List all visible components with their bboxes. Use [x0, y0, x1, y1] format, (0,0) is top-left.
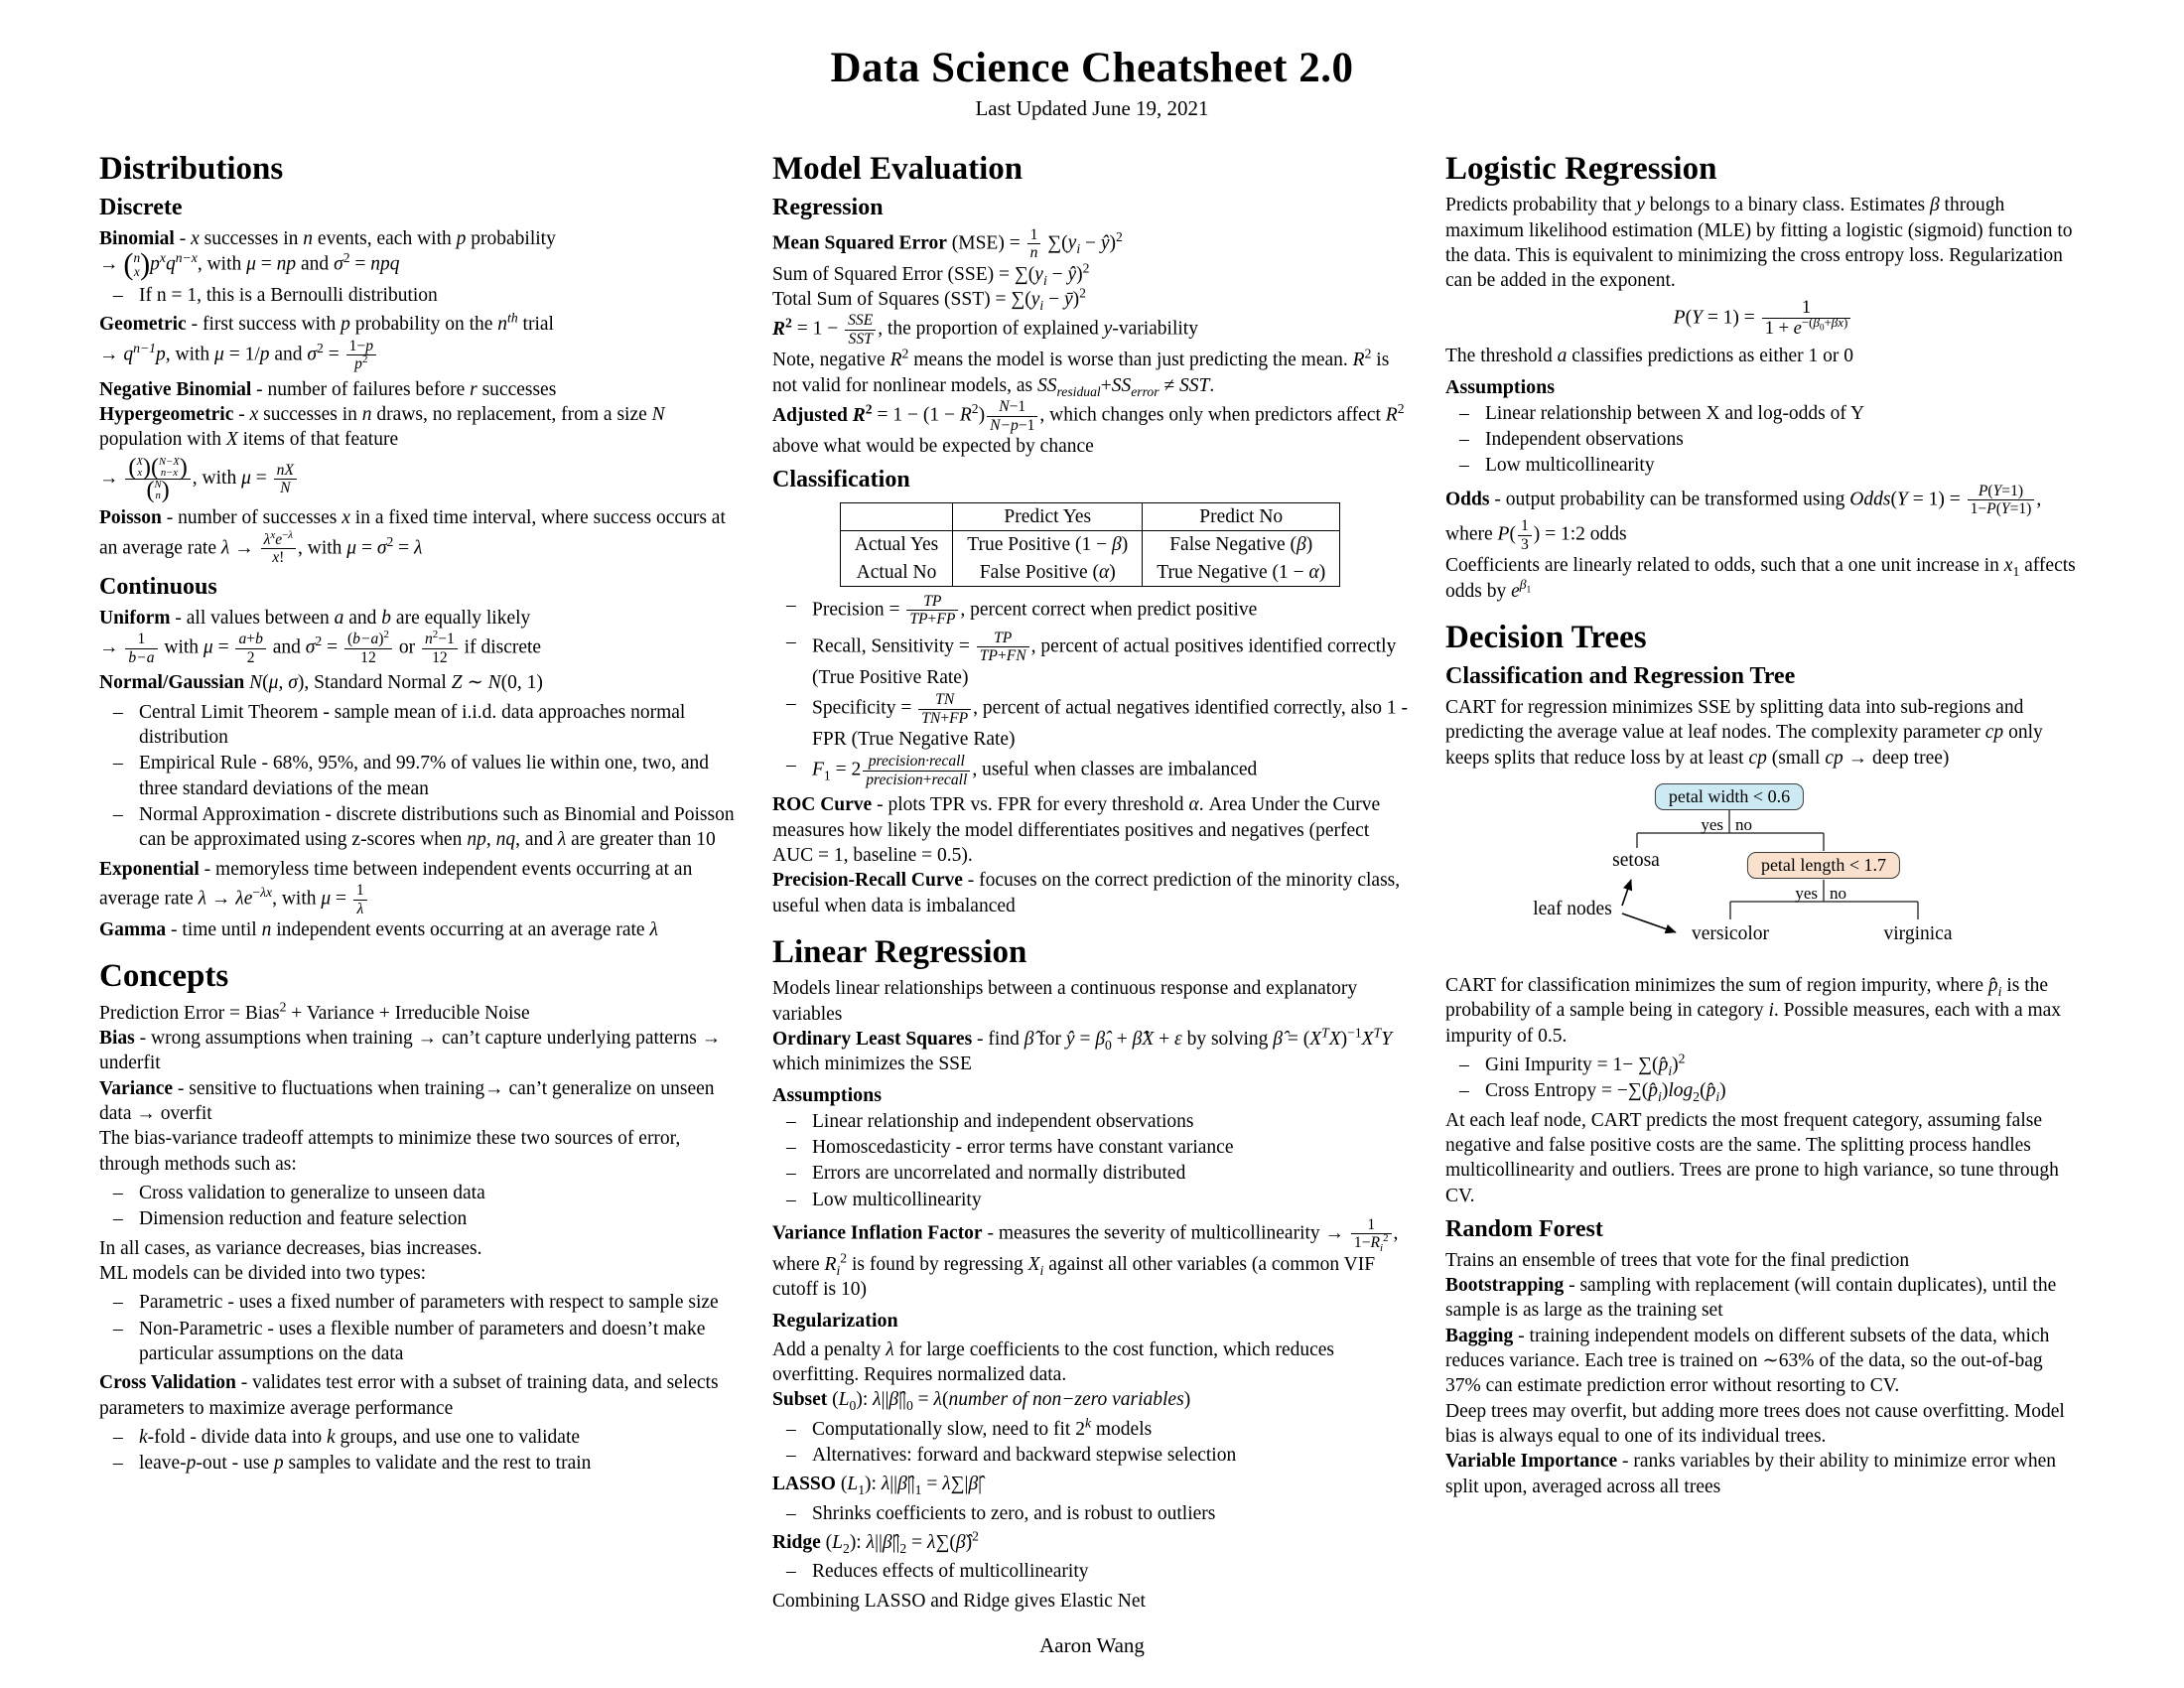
list-item-text: leave-p-out - use p samples to validate and the rest to train — [139, 1453, 592, 1475]
table-cell: False Negative (β) — [1143, 531, 1340, 559]
table-cell: False Positive (α) — [953, 559, 1143, 587]
page-title: Data Science Cheatsheet 2.0 — [830, 45, 1354, 91]
list-item-text: Alternatives: forward and backward stepwise selection — [812, 1445, 1237, 1466]
bullet-dash: – — [113, 701, 123, 723]
table-cell: Actual No — [840, 559, 953, 587]
list-item-text: Cross validation to generalize to unseen data — [139, 1183, 485, 1203]
paragraph: Predicts probability that y belongs to a binary class. Estimates β through maximum likelihood estimation (MLE) by fitting a logistic (sigmoid) function to the data. This is equivalent to minimizing the cross entropy loss. Regularization can be added in the exponent. — [1445, 195, 2073, 292]
paragraph: Negative Binomial - number of failures before r successes Hypergeometric - x successes in n draws, no replacement, from a size N population with X items of that feature — [99, 378, 665, 451]
list-item-text: Specificity = $\frac{TN}{TN+FP}$ , percent of actual negatives identified correctly, also 1 - FPR (True Negative Rate) — [812, 691, 1409, 751]
list-item-text: Central Limit Theorem - sample mean of i.i.d. data approaches normal distribution — [139, 701, 686, 748]
bullet-dash: – — [1459, 1055, 1469, 1075]
section-title: Logistic Regression — [1445, 151, 1717, 187]
list-item — [105, 1451, 735, 1476]
list-item — [778, 593, 1408, 629]
subsection-title: Random Forest — [1445, 1216, 1603, 1243]
list-item-text: Independent observations — [1485, 428, 1684, 450]
tree-leaf-setosa: setosa — [1612, 849, 1660, 871]
list-item-text: Computationally slow, need to fit 2$^k$ models — [812, 1415, 1153, 1440]
leaf-nodes-arrows — [1622, 880, 1676, 932]
bullet-dash: – — [786, 1189, 796, 1210]
list-item-text: Low multicollinearity — [812, 1189, 982, 1210]
paragraph: Models linear relationships between a continuous response and explanatory variables Ordinary Least Squares - find β̂ for ŷ = $\betâ_0$ + β̂X + ε by solving β̂ = $(X^TX)^{-1}X^TY$ which minimizes the SSE — [772, 978, 1393, 1075]
paragraph: Ridge $(L_2)$: $\lambda||\betâ||_2$ = λ∑(β̂)$^2$ — [772, 1528, 979, 1556]
paragraph: At each leaf node, CART predicts the most frequent category, assuming false negative and false positive costs are the same. The splitting process handles multicollinearity and outliers. Trees are prone to high variance, so tune through CV. — [1445, 1109, 2059, 1206]
bullet-list — [1445, 401, 2081, 479]
column-logistic-regression-decision-trees — [1445, 135, 2081, 1618]
list-item — [105, 700, 735, 751]
table-row — [840, 559, 1339, 587]
subsection-title: Regression — [772, 195, 884, 221]
table-header-cell: Predict No — [1143, 502, 1340, 530]
list-item — [778, 753, 1408, 788]
paragraph: → ( X x ) ( N−X n−x ) ( N n ) , with μ = $\frac{nX}{N}$ — [99, 457, 735, 502]
section-title: Linear Regression — [772, 933, 1027, 970]
bullet-dash: – — [1459, 1080, 1469, 1102]
paragraph: Mean Squared Error (MSE) = $\frac{1}{n}$ $\sum(y_i$ − ŷ)$^2$ Sum of Squared Error $(SSE) = \sum(y_i$ − ŷ)$^2$ Total Sum of Squares $(SST) = \sum(y_i$ − ȳ)$^2$ $R^2 = 1$ − $\frac{\text{SSE}}{\text{SST}}$ , the proportion of explained y-variability Note, negative $R^2$ means the model is worse than just predicting the mean. $R^2$ is not valid for nonlinear models, as $SS_{residual}+SS_{error}$ ≠ SST. Adjusted $R^2 = 1 - (1 - R^2)$ $\frac{N-1}{N-p-1}$ , which changes only when predictors affect $R^2$ above what would be expected by chance — [772, 225, 1405, 457]
list-item-text: Non-Parametric - uses a flexible number of parameters and doesn’t make particular assumptions on the data — [139, 1318, 706, 1365]
list-item-text: Cross Entropy = $-\sum(p̂_i)\log_2(p̂_i)$ — [1485, 1080, 1726, 1105]
leaf-nodes-annotation: leaf nodes — [1533, 898, 1612, 919]
bullet-list — [772, 1109, 1408, 1212]
list-item-text: Linear relationship between X and log-odds of Y — [1485, 402, 1865, 424]
table-header-row — [840, 502, 1339, 530]
bullet-dash: – — [113, 1183, 123, 1203]
list-item — [778, 1109, 1408, 1134]
bullet-dash: – — [786, 631, 796, 652]
bullet-dash: – — [113, 1208, 123, 1230]
list-item — [105, 1425, 735, 1450]
confusion-matrix-table — [840, 502, 1340, 587]
paragraph: CART for regression minimizes SSE by splitting data into sub-regions and predicting the average value at leaf nodes. The complexity parameter cp only keeps splits that reduce loss by at least cp (small cp → deep tree) — [1445, 696, 2043, 769]
bullet-list — [772, 593, 1408, 788]
paragraph: The threshold a classifies predictions as either 1 or 0 — [1445, 346, 1854, 367]
table-cell: True Negative (1 − α) — [1143, 559, 1340, 587]
bullet-dash: – — [786, 755, 796, 776]
tree-yes-label: yes — [1701, 814, 1723, 834]
section-title: Decision Trees — [1445, 620, 1647, 656]
tree-no-label-2: no — [1830, 883, 1846, 903]
paragraph: Combining LASSO and Ridge gives Elastic Net — [772, 1590, 1146, 1612]
paragraph: ROC Curve - plots TPR vs. FPR for every threshold α. Area Under the Curve measures how likely the model differentiates positives and negatives (perfect AUC = 1, baseline = 0.5). Precision-Recall Curve - focuses on the correct prediction of the minority class, useful when data is imbalanced — [772, 794, 1401, 916]
subsection-title: Continuous — [99, 574, 217, 601]
bullet-list — [99, 1290, 735, 1366]
list-item — [778, 630, 1408, 690]
list-item — [105, 1290, 735, 1315]
bullet-dash: – — [1459, 428, 1469, 450]
table-header-cell — [840, 502, 953, 530]
list-item — [778, 691, 1408, 752]
bullet-dash: – — [786, 1502, 796, 1524]
paragraph: Prediction Error = Bias$^2$ + Variance + Irreducible Noise Bias - wrong assumptions when training → can’t capture underlying patterns → underfit Variance - sensitive to fluctuations when training→ can’t generalize on unseen data → overfit The bias-variance tradeoff attempts to minimize these two sources of error, through methods such as: — [99, 999, 722, 1175]
paragraph: CART for classification minimizes the sum of region impurity, where $p̂_i$ is the probability of a sample being in category i. Possible measures, each with a max impurity of 0.5. — [1445, 974, 2062, 1047]
author-footer: Aaron Wang — [1039, 1633, 1145, 1657]
list-item-text: If n = 1, this is a Bernoulli distribution — [139, 285, 438, 307]
bullet-list — [99, 283, 735, 308]
paragraph: Odds - output probability can be transformed using Odds(Y = 1) = $\frac{P(Y=1)}{1-P(Y=1)}$ , where P( $\frac{1}{3}$ ) = 1:2 odds Coefficients are linearly related to odds, such that a one unit increase in $x_1$ affects odds by $e^{\beta_1}$ — [1445, 482, 2076, 602]
bold-heading: Assumptions — [772, 1083, 883, 1106]
bullet-dash: – — [113, 1292, 123, 1314]
bullet-dash: – — [113, 753, 123, 774]
list-item-text: Errors are uncorrelated and normally distributed — [812, 1163, 1186, 1185]
table-header-cell: Predict Yes — [953, 502, 1143, 530]
page-subtitle: Last Updated June 19, 2021 — [975, 96, 1209, 120]
bullet-list — [772, 1417, 1408, 1469]
bullet-dash: – — [786, 693, 796, 715]
paragraph: Variance Inflation Factor - measures the severity of multicollinearity → $\frac{1}{1-R_i^2}$ , where $R_i^2$ is found by regressing $X_i$ against all other variables (a common VIF cutoff is 10) — [772, 1216, 1399, 1301]
list-item — [1451, 1078, 2081, 1103]
list-item-text: Shrinks coefficients to zero, and is robust to outliers — [812, 1502, 1216, 1524]
list-item — [1451, 401, 2081, 426]
list-item — [1451, 453, 2081, 478]
list-item-text: k-fold - divide data into k groups, and use one to validate — [139, 1427, 581, 1449]
bullet-dash: – — [113, 1427, 123, 1449]
list-item — [778, 1161, 1408, 1186]
bullet-dash: – — [786, 1137, 796, 1158]
list-item — [778, 1188, 1408, 1212]
paragraph: Exponential - memoryless time between independent events occurring at an average rate $\lambda \to \lambda e^{-\lambda x}$, with μ = $\frac{1}{\lambda}$ Gamma - time until n independent events occurring at an average rate λ — [99, 858, 693, 940]
paragraph: In all cases, as variance decreases, bias increases. ML models can be divided into two types: — [99, 1237, 482, 1285]
tree-leaf-versicolor: versicolor — [1692, 922, 1769, 944]
bullet-list — [99, 1181, 735, 1232]
paragraph: Normal/Gaussian N(μ, σ), Standard Normal Z ∼ N(0, 1) — [99, 672, 543, 694]
list-item-text: Parametric - uses a fixed number of parameters with respect to sample size — [139, 1292, 719, 1314]
list-item — [1451, 427, 2081, 452]
bullet-list — [99, 700, 735, 853]
list-item-text: Homoscedasticity - error terms have constant variance — [812, 1137, 1234, 1158]
list-item-text: Empirical Rule - 68%, 95%, and 99.7% of values lie within one, two, and three standard deviations of the mean — [139, 753, 710, 799]
bold-heading: Assumptions — [1445, 375, 1556, 398]
subsection-title: Classification and Regression Tree — [1445, 663, 1796, 690]
column-model-evaluation-linear-regression — [772, 135, 1408, 1618]
table-cell: True Positive (1 − β) — [953, 531, 1143, 559]
bullet-list — [99, 1425, 735, 1477]
bullet-list — [772, 1501, 1408, 1526]
bullet-dash: – — [786, 594, 796, 616]
list-item-text: Gini Impurity = $1- \sum(p̂_i)^2$ — [1485, 1051, 1686, 1078]
bullet-dash: – — [113, 1318, 123, 1339]
table-row — [840, 531, 1339, 559]
tree-yes-label-2: yes — [1795, 883, 1818, 903]
tree-root-node: petal width < 0.6 — [1655, 783, 1804, 810]
bullet-dash: – — [113, 1453, 123, 1475]
paragraph: LASSO $(L_1)$: $\lambda||\betâ||_1$ = λ∑|β̂| — [772, 1474, 983, 1498]
paragraph: Uniform - all values between a and b are equally likely → $\frac{1}{b-a}$ with μ = $\frac{a+b}{2}$ and $\sigma^2$ = $\frac{(b-a)^2}{12}$ or $\frac{n^2-1}{12}$ if discrete — [99, 608, 542, 666]
tree-split-node: petal length < 1.7 — [1747, 852, 1900, 879]
list-item-text: Reduces effects of multicollinearity — [812, 1561, 1089, 1583]
list-item-text: Dimension reduction and feature selection — [139, 1208, 468, 1230]
list-item — [105, 1181, 735, 1205]
paragraph: Geometric - first success with p probability on the $n^{th}$ trial → $q^{n-1}p$, with μ = 1/p and $\sigma^2$ = $\frac{1-p}{p^2}$ — [99, 310, 554, 373]
section-title: Model Evaluation — [772, 151, 1024, 187]
list-item — [778, 1501, 1408, 1526]
bullet-dash: – — [786, 1163, 796, 1185]
tree-no-label: no — [1735, 814, 1752, 834]
centered-formula: P(Y = 1) = $\frac{1}{1 + e^{-(\beta_0+\beta x)}}$ — [1445, 298, 2081, 341]
paragraph: Trains an ensemble of trees that vote for the final prediction Bootstrapping - sampling with replacement (will contain duplicates), until the sample is as large as the training set Bagging - training independent models on different subsets of the data, which reduces variance. Each tree is trained on ∼63% of the data, so the out-of-bag 37% can estimate prediction error without resorting to CV. Deep trees may overfit, but adding more trees does not cause overfitting. Model bias is always equal to one of its individual trees. Variable Importance - ranks variables by their ability to minimize error when split upon, averaged across all trees — [1445, 1249, 2065, 1497]
subsection-title: Classification — [772, 467, 910, 493]
bullet-dash: – — [786, 1445, 796, 1466]
section-title: Distributions — [99, 151, 284, 187]
list-item — [105, 1317, 735, 1367]
bullet-dash: – — [1459, 455, 1469, 477]
section-title: Concepts — [99, 958, 229, 995]
paragraph: Poisson - number of successes x in a fixed time interval, where success occurs at an average rate λ → $\frac{\lambda^xe^{-\lambda}}{x!}$ , with $\mu = \sigma^2 = \lambda$ — [99, 507, 726, 566]
list-item — [778, 1443, 1408, 1468]
tree-leaf-virginica: virginica — [1883, 922, 1953, 944]
bullet-dash: – — [113, 285, 123, 307]
list-item — [778, 1135, 1408, 1160]
list-item-text: Low multicollinearity — [1485, 455, 1655, 477]
list-item-text: $F_1 = 2$ $\frac{\text{precision·recall}}{\text{precision+recall}}$ , useful when classes are imbalanced — [812, 753, 1258, 788]
bullet-dash: – — [786, 1561, 796, 1583]
bullet-dash: – — [786, 1110, 796, 1132]
columns-container — [0, 121, 2184, 1618]
list-item — [778, 1559, 1408, 1584]
list-item — [105, 1206, 735, 1231]
table-cell: Actual Yes — [840, 531, 953, 559]
list-item-text: Linear relationship and independent observations — [812, 1110, 1194, 1132]
decision-tree-diagram — [1445, 780, 2081, 967]
bullet-dash: – — [113, 804, 123, 826]
list-item — [105, 283, 735, 308]
paragraph: Cross Validation - validates test error with a subset of training data, and selects parameters to maximize average performance — [99, 1372, 719, 1419]
list-item — [105, 751, 735, 801]
bullet-list — [772, 1559, 1408, 1584]
column-distributions-concepts — [99, 135, 735, 1618]
list-item — [778, 1417, 1408, 1442]
bullet-dash: – — [786, 1418, 796, 1440]
subsection-title: Discrete — [99, 195, 183, 221]
list-item — [105, 802, 735, 853]
bold-heading: Regularization — [772, 1309, 898, 1332]
page-header — [0, 0, 2184, 121]
list-item — [1451, 1053, 2081, 1077]
list-item-text: Precision = $\frac{TP}{TP+FP}$ , percent correct when predict positive — [812, 592, 1258, 629]
paragraph: Binomial - x successes in n events, each with p probability → ( n x ) $p^xq^{n-x}$, with μ = np and $\sigma^2$ = npq — [99, 227, 556, 282]
bullet-dash: – — [1459, 402, 1469, 424]
list-item-text: Recall, Sensitivity = $\frac{TP}{TP+FN}$ , percent of actual positives identified correctly (True Positive Rate) — [812, 629, 1397, 688]
paragraph: Add a penalty λ for large coefficients to the cost function, which reduces overfitting. Requires normalized data. Subset $(L_0)$: $\lambda||\betâ||_0$ = λ(number of non−zero variables) — [772, 1338, 1335, 1414]
list-item-text: Normal Approximation - discrete distributions such as Binomial and Poisson can be approximated using z-scores when np, nq, and λ are greater than 10 — [139, 804, 735, 851]
bullet-list — [1445, 1053, 2081, 1104]
